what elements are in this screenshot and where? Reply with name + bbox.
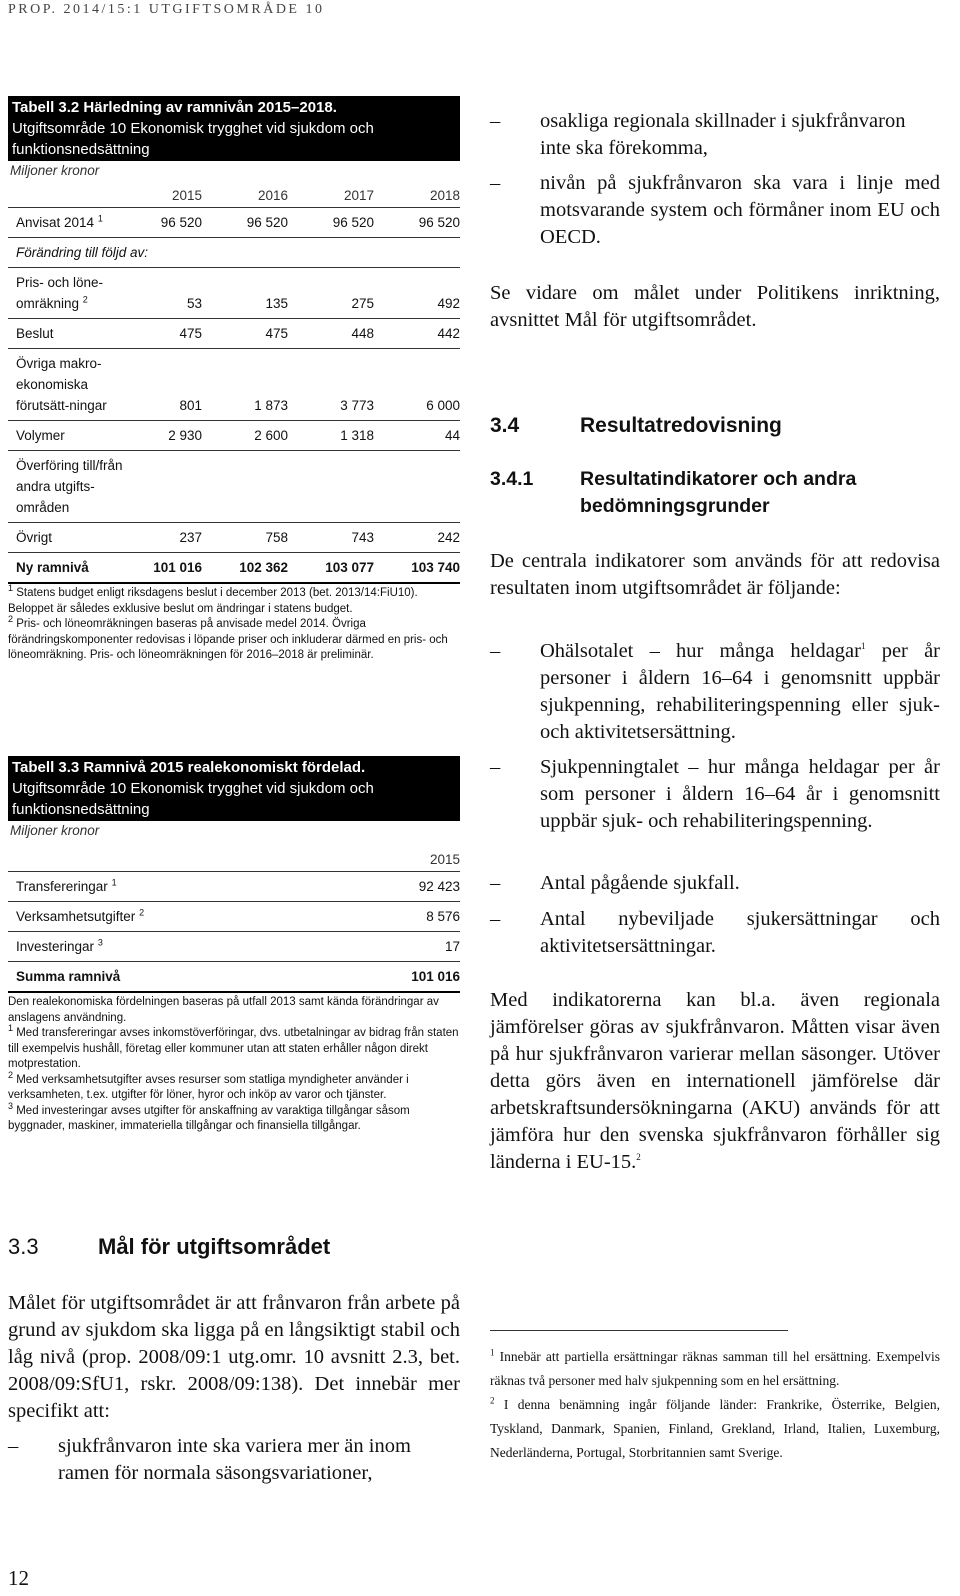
year-header: 2016 [257, 188, 288, 203]
cell: 17 [444, 939, 460, 954]
table-title [8, 756, 460, 821]
table-row [8, 872, 460, 902]
table-header-row [8, 852, 460, 872]
list-item-text: osakliga regionala skillnader i sjukfrånvaron inte ska förekomma, [540, 110, 906, 159]
section-title: Resultatredovisning [580, 414, 782, 437]
table-title-line1: Tabell 3.2 Härledning av ramnivån 2015–2018. [12, 99, 337, 116]
dash-bullet: – [490, 756, 501, 778]
cell: 44 [444, 428, 460, 443]
cell: 492 [437, 296, 460, 311]
cell: 758 [265, 530, 288, 545]
list-item [490, 870, 940, 897]
table-row [8, 553, 460, 584]
row-label: Anvisat 2014 $^1$ [16, 213, 103, 230]
row-label: Verksamhetsutgifter $^2$ [16, 907, 145, 924]
list-item-text: Antal pågående sjukfall. [540, 872, 740, 894]
cell: 442 [437, 326, 460, 341]
table-note: $^2$ Pris- och löneomräkningen baseras på anvisade medel 2014. Övriga förändringskomponenter redovisas i löpande priser och inkluderar därmed en pris- och löneomräkning. Pris- och löneomräkningen för 2016–2018 är preliminär. [8, 614, 448, 661]
table-unit: Miljoner kronor [10, 823, 100, 838]
cell: 242 [437, 530, 460, 545]
cell: 96 520 [332, 215, 374, 230]
list-item-text: nivån på sjukfrånvaron ska vara i linje med motsvarande system och förmåner inom EU och OECD. [540, 172, 940, 248]
row-label: Förändring till följd av: [16, 245, 149, 260]
table-row [8, 451, 460, 523]
table-notes [8, 583, 460, 664]
table-note: $^3$ Med investeringar avses utgifter för anskaffning av varaktiga tillgångar såsom byggnader, maskiner, immateriella tillgångar och finansiella tillgångar. [8, 1100, 410, 1132]
section-number: 3.4 [490, 414, 520, 437]
page-number: 12 [8, 1566, 29, 1590]
subsection-heading [490, 466, 940, 520]
row-label: Ny ramnivå [16, 560, 89, 575]
cell: 743 [351, 530, 374, 545]
cell: 475 [265, 326, 288, 341]
table-row [8, 268, 460, 319]
section-heading [490, 412, 940, 439]
header-empty [8, 188, 116, 203]
year-header: 2017 [343, 188, 374, 203]
cell: 6 000 [426, 398, 460, 413]
list-item [490, 638, 940, 746]
cell: 103 077 [325, 560, 374, 575]
row-label: Pris- och löne-omräkning $^2$ [16, 275, 104, 311]
cell: 96 520 [246, 215, 288, 230]
cell: 237 [179, 530, 202, 545]
dash-bullet: – [490, 872, 501, 894]
list-item-text: Ohälsotalet – hur många heldagar$^1$ per år personer i åldern 16–64 i genomsnitt uppbär sjukpenning, rehabiliteringspenning eller sjuk- och aktivitetsersättning. [540, 640, 940, 743]
section-number: 3.3 [8, 1234, 39, 1259]
footnotes [490, 1345, 940, 1465]
row-label: Transfereringar $^1$ [16, 877, 117, 894]
cell: 2 600 [254, 428, 288, 443]
cell: 96 520 [418, 215, 460, 230]
dash-bullet: – [8, 1435, 19, 1457]
cell: 475 [179, 326, 202, 341]
table-row [8, 421, 460, 451]
footnote: $^2$ I denna benämning ingår följande länder: Frankrike, Österrike, Belgien, Tyskland, Danmark, Spanien, Finland, Grekland, Irland, Italien, Luxemburg, Nederländerna, Portugal, Storbritannien samt Sverige. [490, 1395, 940, 1460]
table-3-2 [8, 96, 460, 664]
row-label: Investeringar $^3$ [16, 937, 103, 954]
table-row [8, 523, 460, 553]
cell: 448 [351, 326, 374, 341]
cell: 101 016 [153, 560, 202, 575]
section-heading [8, 1234, 330, 1260]
row-label: Beslut [16, 326, 54, 341]
running-head: PROP. 2014/15:1 UTGIFTSOMRÅDE 10 [8, 2, 325, 17]
section-title: Resultatindikatorer och andra bedömningsgrunder [580, 468, 857, 517]
cell: 103 740 [411, 560, 460, 575]
cell: 53 [186, 296, 202, 311]
table-notes [8, 995, 460, 1135]
year-header: 2018 [429, 188, 460, 203]
table-row [8, 902, 460, 932]
cell: 101 016 [411, 969, 460, 984]
row-label: Övriga makro-ekonomiska förutsätt-ningar [16, 356, 107, 413]
table-note: $^2$ Med verksamhetsutgifter avses resurser som statliga myndigheter använder i verksamheten, t.ex. utgifter för löner, hyror och inköp av varor och tjänster. [8, 1069, 409, 1101]
table-title [8, 96, 460, 161]
list-item-text: Sjukpenningtalet – hur många heldagar per år som personer i åldern 16–64 år i genomsnitt uppbär sjuk- och rehabiliteringspenning. [540, 756, 940, 832]
table-note: $^1$ Statens budget enligt riksdagens beslut i december 2013 (bet. 2013/14:FiU10). Beloppet är således exklusive beslut om ändringar i statens budget. [8, 583, 418, 615]
list-item-text: sjukfrånvaron inte ska variera mer än inom ramen för normala säsongsvariationer, [58, 1435, 411, 1484]
footnote: $^1$ Innebär att partiella ersättningar räknas samman till hel ersättning. Exempelvis räknas två personer med halv sjukpenning som en hel ersättning. [490, 1347, 940, 1388]
table-row [8, 208, 460, 238]
footnote-divider [490, 1330, 788, 1331]
row-label: Överföring till/från andra utgifts-områden [16, 458, 123, 515]
table-row [8, 238, 460, 268]
list-item [490, 754, 940, 835]
cell: 135 [265, 296, 288, 311]
section-title: Mål för utgiftsområdet [98, 1234, 331, 1259]
table-note: $^1$ Med transfereringar avses inkomstöverföringar, dvs. utbetalningar av bidrag från staten till exempelvis hushåll, företag eller kommuner utan att staten erhåller någon direkt motprestation. [8, 1023, 459, 1070]
dash-bullet: – [490, 110, 501, 132]
table-row [8, 932, 460, 962]
table-row [8, 349, 460, 421]
cell: 1 873 [254, 398, 288, 413]
cell: 96 520 [160, 215, 202, 230]
dash-bullet: – [490, 908, 501, 930]
row-label: Övrigt [16, 530, 53, 545]
cell: 2 930 [168, 428, 202, 443]
table-header-row [8, 188, 460, 208]
list-item [490, 170, 940, 251]
list-item-text: Antal nybeviljade sjukersättningar och aktivitetsersättningar. [540, 908, 940, 957]
table-row [8, 319, 460, 349]
header-empty [8, 852, 368, 867]
paragraph: Se vidare om målet under Politikens inriktning, avsnittet Mål för utgiftsområdet. [490, 282, 940, 331]
paragraph: Med indikatorerna kan bl.a. även regionala jämförelser göras av sjukfrånvaron. Måtten visar även på hur sjukfrånvaron varierar mellan säsonger. Utöver detta görs även en internationell jämförelse där arbetskraftsundersökningarna (AKU) används för att jämföra hur den svenska sjukfrånvaron förhåller sig länderna i EU-15.$^2$ [490, 989, 940, 1173]
cell: 801 [179, 398, 202, 413]
table-title-line2: Utgiftsområde 10 Ekonomisk trygghet vid sjukdom och funktionsnedsättning [12, 780, 374, 818]
table-title-line2: Utgiftsområde 10 Ekonomisk trygghet vid sjukdom och funktionsnedsättning [12, 120, 374, 158]
list-item [490, 906, 940, 960]
cell: 3 773 [340, 398, 374, 413]
table-unit: Miljoner kronor [10, 163, 100, 178]
cell: 8 576 [426, 909, 460, 924]
cell: 102 362 [239, 560, 288, 575]
year-header: 2015 [171, 188, 202, 203]
table-title-line1: Tabell 3.3 Ramnivå 2015 realekonomiskt fördelad. [12, 759, 366, 776]
section-number: 3.4.1 [490, 468, 534, 490]
list-item [8, 1433, 460, 1487]
table-row [8, 962, 460, 993]
table-3-3 [8, 756, 460, 1135]
section-paragraph: Målet för utgiftsområdet är att frånvaron från arbete på grund av sjukdom ska ligga på en långsiktigt stabil och låg nivå (prop. 2008/09:1 utg.omr. 10 avsnitt 2.3, bet. 2008/09:SfU1, rskr. 2008/09:138). Det innebär mer specifikt att: [8, 1292, 460, 1422]
list-item [490, 108, 940, 162]
year-header: 2015 [429, 852, 460, 867]
cell: 92 423 [418, 879, 460, 894]
cell: 275 [351, 296, 374, 311]
dash-bullet: – [490, 640, 501, 662]
cell: 1 318 [340, 428, 374, 443]
paragraph: De centrala indikatorer som används för att redovisa resultaten inom utgiftsområdet är följande: [490, 550, 940, 599]
table-note: Den realekonomiska fördelningen baseras på utfall 2013 samt kända förändringar av anslagens användning. [8, 996, 439, 1024]
dash-bullet: – [490, 172, 501, 194]
row-label: Volymer [16, 428, 65, 443]
row-label: Summa ramnivå [16, 969, 121, 984]
